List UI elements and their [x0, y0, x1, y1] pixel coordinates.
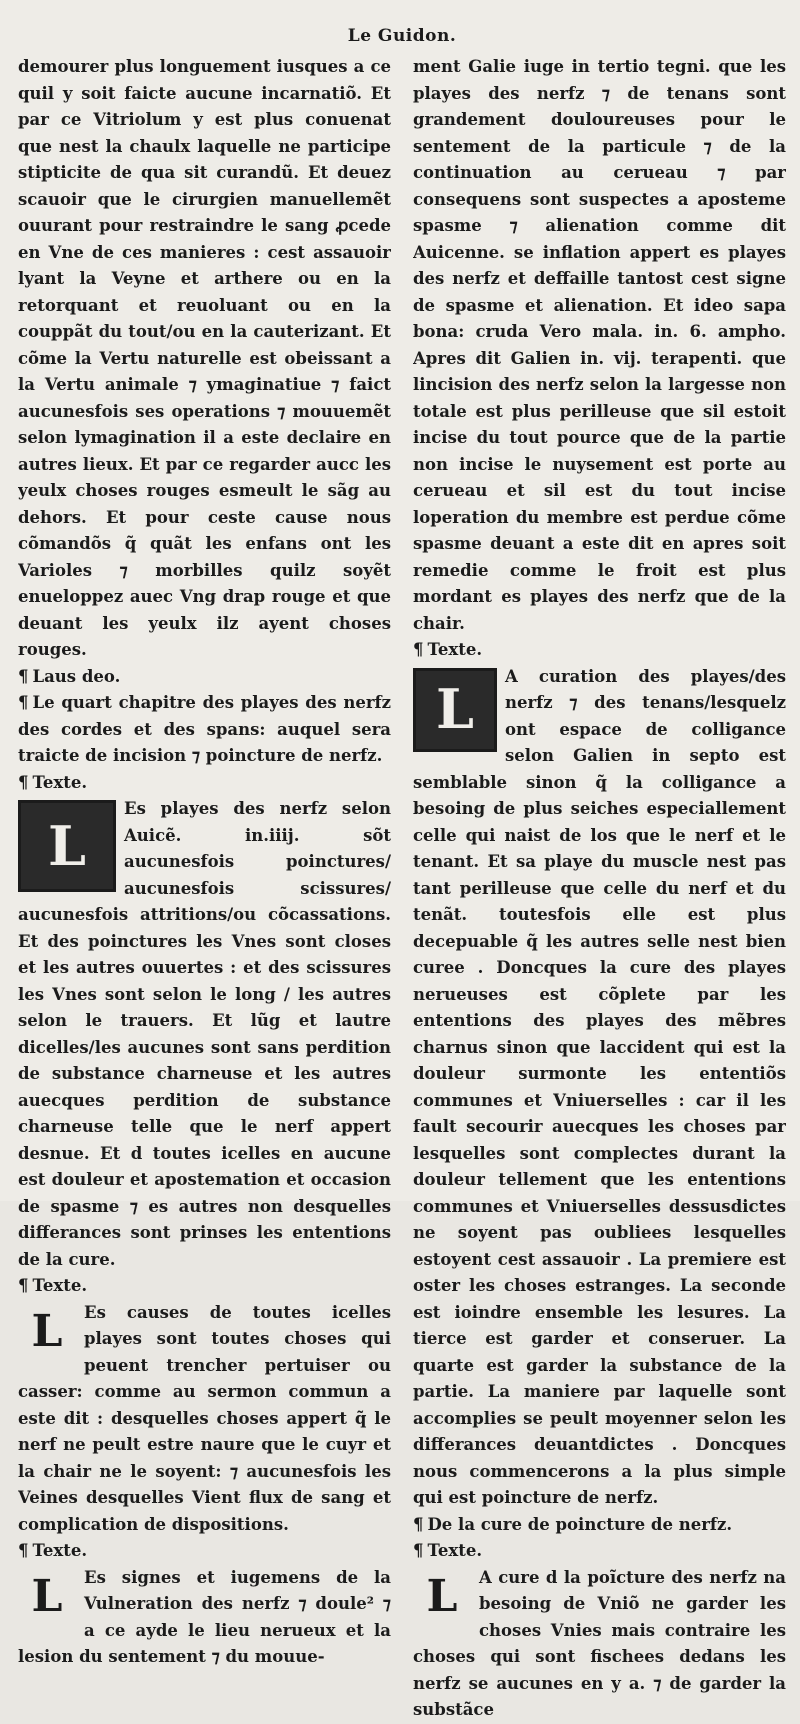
texte-label: ¶ Texte. — [413, 637, 786, 664]
paragraph: L Es signes et iugemens de la Vulneration des nerfz ⁊ doule² ⁊ a ce ayde le lieu nerueux et la lesion du sentement ⁊ du mouue- — [18, 1567, 391, 1666]
pilcrow-icon: ¶ — [18, 693, 29, 712]
pilcrow-icon: ¶ — [413, 1541, 424, 1560]
texte-label: ¶ Texte. — [18, 770, 391, 797]
running-title: Le Guidon. — [347, 26, 457, 46]
laus-deo-line: ¶ Laus deo. — [18, 664, 391, 691]
text-columns — [18, 54, 786, 1724]
chapter-heading: ¶ Le quart chapitre des playes des nerfz des cordes et des spans: auquel sera traicte de incision ⁊ poincture de nerfz. — [18, 690, 391, 770]
paragraph: L Es playes des nerfz selon Auicẽ. in.iiij. sõt aucunesfois poinctures/ aucunesfois scissures/ aucunesfois attritions/ou cõcassations. Et des poinctures les Vnes sont closes et les autres ouuertes : et des scissures les Vnes sont selon le long / les autres selon le trauers. Et lũg et lautre dicelles/les aucunes sont sans perdition de substance charneuse et les autres auecques perdition de substance charneuse telle que le nerf appert desnue. Et d toutes icelles en aucune est douleur et apostemation et occasion de spasme ⁊ es autres non desquelles differances sont prinses les ententions de la cure. — [18, 799, 391, 1269]
paragraph: demourer plus longuement iusques a ce quil y soit faicte aucune incarnatiõ. Et par ce Vitriolum y est plus conuenat que nest la chaulx laquelle ne participe stipticite de qua sit curandũ. Et deuez scauoir que le cirurgien manuellemẽt ouurant pour restraindre le sang ꝓcede en Vne de ces manieres : cest assauoir lyant la Veyne et arthere ou en la retorquant et reuoluant ou en la couppãt du tout/ou en la cauterizant. Et cõme la Vertu naturelle est obeissant a la Vertu animale ⁊ ymaginatiue ⁊ faict aucunesfois ses operations ⁊ mouuemẽt selon lymagination il a este declaire en autres lieux. Et par ce regarder aucc les yeulx choses rouges esmeult le sãg au dehors. Et pour ceste cause nous cõmandõs q̃ quãt les enfans ont les Varioles ⁊ morbilles quilz soyẽt enueloppez auec Vng drap rouge et que deuant les yeulx ilz ayent choses rouges. — [18, 57, 391, 659]
decorated-initial: L — [31, 1306, 63, 1358]
texte-label: ¶ Texte. — [413, 1538, 786, 1565]
pilcrow-icon: ¶ — [18, 1541, 29, 1560]
right-column — [413, 54, 786, 1724]
decorated-initial: L — [18, 800, 116, 892]
pilcrow-icon: ¶ — [413, 640, 424, 659]
paragraph: L A curation des playes/des nerfz ⁊ des tenans/lesquelz ont espace de colligance selon Galien in septo est semblable sinon q̃ la colligance a besoing de plus seiches especiallement celle qui naist de los que le nerf et le tenant. Et sa playe du muscle nest pas tant perilleuse que celle du nerf et du tenãt. toutesfois elle est plus decepuable q̃ les autres selle nest bien curee . Doncques la cure des playes nerueuses est cõplete par les ententions des playes des mẽbres charnus sinon que laccident qui est la douleur surmonte les ententiõs communes et Vniuerselles : car il les fault secourir auecques les choses par lesquelles sont complectes durant la douleur tellement que les ententions communes et Vniuerselles dessusdictes ne soyent pas oubliees lesquelles estoyent cest assauoir . La premiere est oster les choses estranges. La seconde est ioindre ensemble les lesures. La tierce est garder et conseruer. La quarte est garder la substance de la partie. La maniere par laquelle sont accomplies se peult moyenner selon les differances deuantdictes . Doncques nous commencerons a la plus simple qui est poincture de nerfz. — [413, 666, 786, 1507]
left-column — [18, 54, 391, 1724]
texte-label: ¶ Texte. — [18, 1273, 391, 1300]
texte-label: ¶ Texte. — [18, 1538, 391, 1565]
paragraph: L A cure d la poĩcture des nerfz na besoing de Vniõ ne garder les choses Vnies mais contraire les choses qui sont fischees dedans les nerfz se aucunes en y a. ⁊ de garder la substãce — [413, 1567, 786, 1719]
paragraph: L Es causes de toutes icelles playes sont toutes choses qui peuent trencher pertuiser ou casser: comme au sermon commun a este dit : desquelles choses appert q̃ le nerf ne peult estre naure que le cuyr et la chair ne le soyent: ⁊ aucunesfois les Veines desquelles Vient flux de sang et complication de dispositions. — [18, 1302, 391, 1534]
section-heading: ¶ De la cure de poincture de nerfz. — [413, 1512, 786, 1539]
decorated-initial: L — [31, 1571, 63, 1623]
pilcrow-icon: ¶ — [18, 772, 29, 792]
decorated-initial: L — [413, 668, 497, 752]
decorated-initial: L — [426, 1571, 458, 1623]
pilcrow-icon: ¶ — [18, 666, 29, 686]
pilcrow-icon: ¶ — [18, 1276, 29, 1295]
pilcrow-icon: ¶ — [413, 1514, 424, 1534]
paragraph: ment Galie iuge in tertio tegni. que les playes des nerfz ⁊ de tenans sont grandement douloureuses pour le sentement de la particule ⁊ de la continuation au cerueau ⁊ par consequens sont suspectes a aposteme spasme ⁊ alienation comme dit Auicenne. se inflation appert es playes des nerfz et deffaille tantost cest signe de spasme et alienation. Et ideo sapa bona: cruda Vero mala. in. 6. ampho. Apres dit Galien in. vij. terapenti. que lincision des nerfz selon la largesse non totale est plus perilleuse que sil estoit incise du tout pource que de la partie non incise le nuysement est porte au cerueau et sil est du tout incise loperation du membre est perdue cõme spasme deuant a este dit en apres soit remedie comme le froit est plus mordant es playes des nerfz que de la chair. — [413, 57, 786, 633]
